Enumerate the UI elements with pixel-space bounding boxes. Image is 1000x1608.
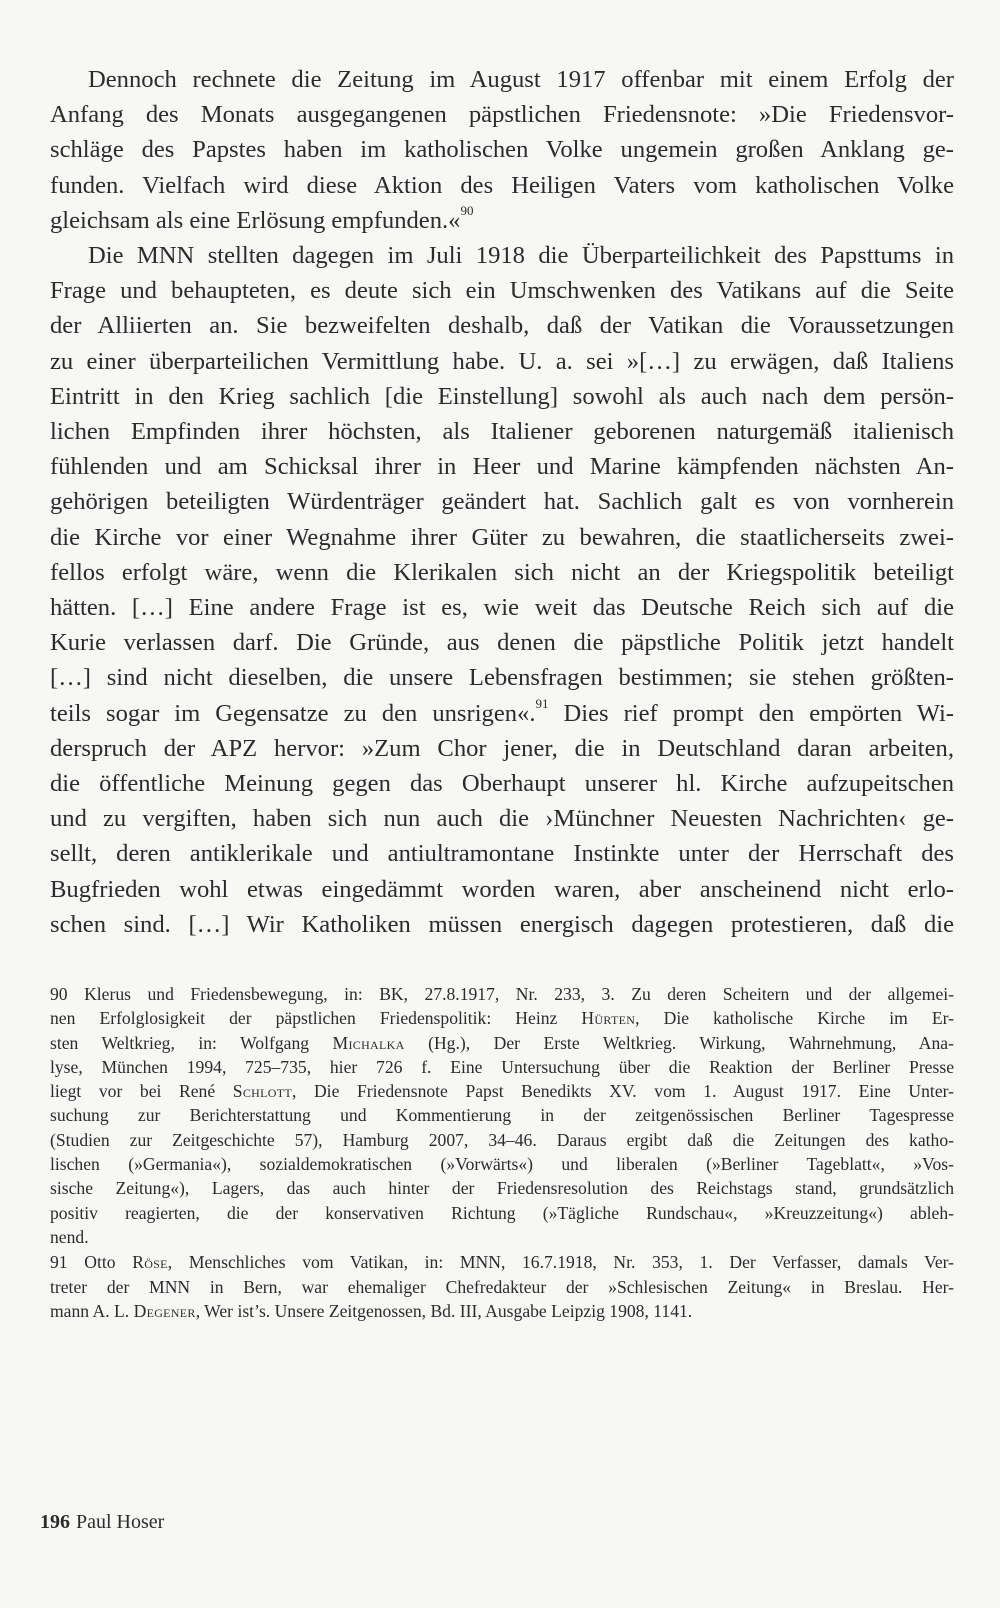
text-line: hätten. […] Eine andere Frage ist es, wie weit das Deutsche Reich sich auf die: [50, 594, 954, 622]
footnote-91: [50, 1250, 954, 1323]
text-segment: , Die Friedensnote Papst Benedikts XV. vom 1. August 1917. Eine Unter-: [291, 1081, 954, 1102]
text-segment: , Wer ist’s. Unsere Zeitgenossen, Bd. III, Ausgabe Leipzig 1908, 1141.: [195, 1300, 693, 1321]
text-segment: liegt vor bei René: [50, 1081, 233, 1102]
footnote-ref-90: 90: [460, 202, 474, 218]
text-line: fellos erfolgt wäre, wenn die Klerikalen sich nicht an der Kriegspolitik beteiligt: [50, 558, 954, 586]
text-line: lichen Empfinden ihrer höchsten, als Italiener geborenen naturgemäß italienisch: [50, 418, 954, 446]
text-segment: mann A. L.: [50, 1300, 134, 1321]
footnote-line: [50, 1250, 954, 1274]
text-line: zu einer überparteilichen Vermittlung habe. U. a. sei »[…] zu erwägen, daß Italiens: [50, 347, 954, 375]
text-line: derspruch der APZ hervor: »Zum Chor jener, die in Deutschland daran arbeiten,: [50, 734, 954, 762]
text-segment: Dies rief prompt den empörten Wi-: [548, 699, 954, 727]
footnote-line: 90 Klerus und Friedensbewegung, in: BK, 27.8.1917, Nr. 233, 3. Zu deren Scheitern und der allgemei-: [50, 984, 954, 1004]
text-line: Frage und behaupteten, es deute sich ein Umschwenken des Vatikans auf die Seite: [50, 277, 954, 305]
paragraph-2: [50, 238, 954, 942]
footnote-line: lyse, München 1994, 725–735, hier 726 f. Eine Untersuchung über die Reaktion der Berliner Presse: [50, 1056, 954, 1077]
author-name: Röse: [132, 1252, 168, 1273]
page-number: 196: [40, 1511, 70, 1533]
author-name: Schlott: [232, 1081, 292, 1102]
text-line: Kurie verlassen darf. Die Gründe, aus denen die päpstliche Politik jetzt handelt: [50, 629, 954, 657]
text-segment: nen Erfolglosigkeit der päpstlichen Friedenspolitik: Heinz: [50, 1008, 582, 1029]
page-footer: [40, 1510, 164, 1534]
footnote-line: (Studien zur Zeitgeschichte 57), Hamburg 2007, 34–46. Daraus ergibt daß die Zeitungen des katho-: [50, 1129, 954, 1150]
paragraph-1: [50, 62, 954, 238]
text-line: fühlenden und am Schicksal ihrer in Heer und Marine kämpfenden nächsten An-: [50, 453, 954, 481]
text-segment: 91 Otto: [50, 1252, 133, 1273]
text-line: schläge des Papstes haben im katholischen Volke ungemein großen Anklang ge-: [50, 136, 954, 164]
author-name: Michalka: [332, 1032, 405, 1053]
footnote-line: suchung zur Berichterstattung und Kommentierung in der zeitgenössischen Berliner Tagespresse: [50, 1105, 954, 1126]
text-segment: , Menschliches vom Vatikan, in: MNN, 16.7.1918, Nr. 353, 1. Der Verfasser, damals Ver-: [167, 1252, 954, 1273]
text-segment: sten Weltkrieg, in: Wolfgang: [50, 1032, 333, 1053]
author-name: Degener: [133, 1300, 196, 1321]
text-line: funden. Vielfach wird diese Aktion des Heiligen Vaters vom katholischen Volke: [50, 171, 954, 199]
footnote-ref-91: 91: [535, 695, 549, 711]
text-segment: teils sogar im Gegensatze zu den unsrigen«.: [50, 699, 536, 727]
text-line: Eintritt in den Krieg sachlich [die Einstellung] sowohl als auch nach dem persön-: [50, 382, 954, 410]
text-line: sellt, deren antiklerikale und antiultramontane Instinkte unter der Herrschaft des: [50, 840, 954, 868]
footnote-line: [50, 1006, 954, 1030]
footnote-line: sische Zeitung«), Lagers, das auch hinter der Friedensresolution des Reichstags stand, grundsätzlich: [50, 1178, 954, 1199]
footnote-line: positiv reagierten, die der konservativen Richtung (»Tägliche Rundschau«, »Kreuzzeitung«) ableh-: [50, 1202, 954, 1223]
author-name: Hürten: [581, 1008, 636, 1029]
footnote-line: treter der MNN in Bern, war ehemaliger Chefredakteur der »Schlesischen Zeitung« in Breslau. Her-: [50, 1276, 954, 1297]
text-line: der Alliierten an. Sie bezweifelten deshalb, daß der Vatikan die Voraussetzungen: [50, 312, 954, 340]
text-line: die öffentliche Meinung gegen das Oberhaupt unserer hl. Kirche aufzupeitschen: [50, 770, 954, 798]
footnotes: [50, 982, 954, 1324]
text-segment: gleichsam als eine Erlösung empfunden.«: [50, 206, 461, 234]
text-line: Anfang des Monats ausgegangenen päpstlichen Friedensnote: »Die Friedensvor-: [50, 101, 954, 129]
text-line: gehörigen beteiligten Würdenträger geändert hat. Sachlich galt es von vornherein: [50, 488, 954, 516]
text-segment: , Die katholische Kirche im Er-: [635, 1008, 954, 1029]
text-line: die Kirche vor einer Wegnahme ihrer Güter zu bewahren, die staatlicherseits zwei-: [50, 523, 954, 551]
text-line: und zu vergiften, haben sich nun auch die ›Münchner Neuesten Nachrichten‹ ge-: [50, 805, 954, 833]
footnote-line: nend.: [50, 1226, 89, 1247]
text-line: [50, 203, 954, 238]
text-line: Bugfrieden wohl etwas eingedämmt worden waren, aber anscheinend nicht erlo-: [50, 875, 954, 903]
main-text: [50, 62, 954, 942]
text-segment: (Hg.), Der Erste Weltkrieg. Wirkung, Wahrnehmung, Ana-: [404, 1032, 954, 1053]
footnote-90: [50, 982, 954, 1249]
footnote-line: [50, 1299, 954, 1323]
text-line: Dennoch rechnete die Zeitung im August 1917 offenbar mit einem Erfolg der: [88, 66, 954, 93]
text-line: schen sind. […] Wir Katholiken müssen energisch dagegen protestieren, daß die: [50, 910, 954, 938]
text-line: [50, 696, 954, 731]
text-line: […] sind nicht dieselben, die unsere Lebensfragen bestimmen; sie stehen größten-: [50, 664, 954, 692]
footnote-line: [50, 1079, 954, 1103]
footnote-line: lischen (»Germania«), sozialdemokratischen (»Vorwärts«) und liberalen (»Berliner Tageblatt«, »Vos-: [50, 1154, 954, 1175]
running-author: Paul Hoser: [76, 1511, 165, 1533]
text-line: Die MNN stellten dagegen im Juli 1918 die Überparteilichkeit des Papsttums in: [88, 242, 954, 270]
footnote-line: [50, 1031, 954, 1055]
